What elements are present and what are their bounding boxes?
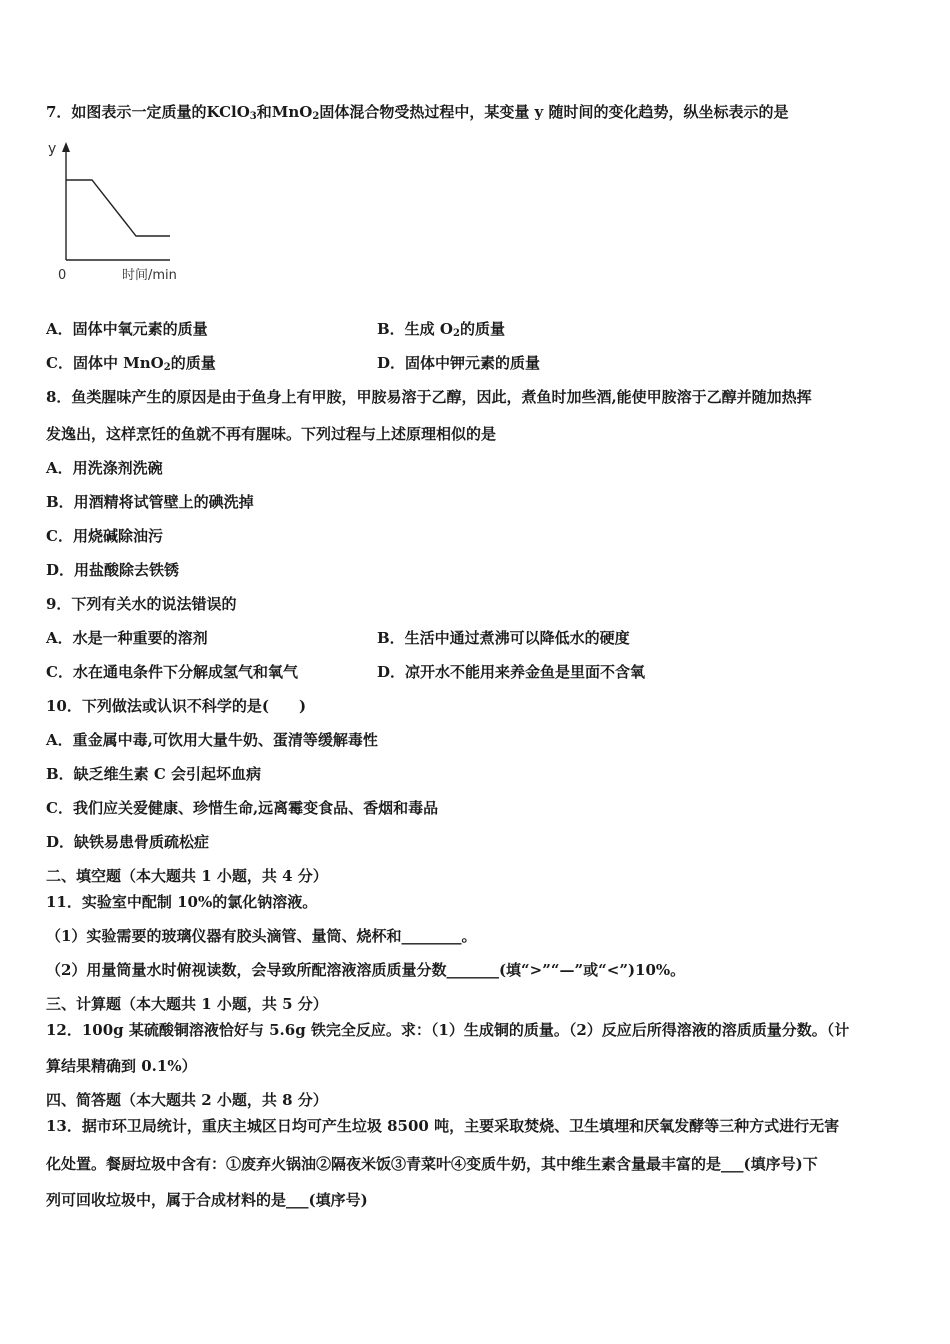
formula-kclo3-sub: 3 [249, 111, 257, 122]
q9-option-a: A．水是一种重要的溶剂 [46, 629, 208, 647]
q7-option-b-sub: 2 [452, 328, 460, 339]
q7-option-d: D．固体中钾元素的质量 [377, 354, 541, 372]
q7-stem [46, 102, 789, 122]
q9-option-d: D．凉开水不能用来养金鱼是里面不含氧 [377, 663, 646, 681]
q8-option-c: C．用烧碱除油污 [46, 527, 163, 545]
q7-option-c-post: 的质量 [170, 354, 216, 372]
q10-option-b: B．缺乏维生素 C 会引起坏血病 [46, 765, 262, 783]
graph-y-arrow [62, 142, 70, 152]
q7-option-a: A．固体中氧元素的质量 [46, 320, 208, 338]
q10-option-d: D．缺铁易患骨质疏松症 [46, 833, 210, 851]
q7-option-b-pre: B．生成 O [377, 320, 453, 338]
graph-x-label: 时间/min [122, 268, 177, 283]
q10-option-c: C．我们应关爱健康、珍惜生命,远离霉变食品、香烟和毒品 [46, 799, 439, 817]
q7-stem-pre: 7．如图表示一定质量的 [46, 103, 207, 121]
section2-heading: 二、填空题（本大题共 1 小题，共 4 分） [46, 867, 328, 885]
graph-curve [66, 180, 170, 236]
q9-option-b: B．生活中通过煮沸可以降低水的硬度 [377, 629, 630, 647]
q7-graph [40, 138, 210, 288]
q8-option-a: A．用洗涤剂洗碗 [46, 459, 163, 477]
graph-origin-label: 0 [58, 268, 67, 283]
q11-stem: 11．实验室中配制 10%的氯化钠溶液。 [46, 893, 318, 911]
q13-line2: 化处置。餐厨垃圾中含有：①废弃火锅油②隔夜米饭③青菜叶④变质牛奶，其中维生素含量最丰富的是___(填序号)下 [46, 1155, 818, 1173]
formula-mno2-sub: 2 [312, 111, 320, 122]
section4-heading: 四、简答题（本大题共 2 小题，共 8 分） [46, 1091, 328, 1109]
q9-stem: 9．下列有关水的说法错误的 [46, 595, 237, 613]
q8-stem-line1: 8．鱼类腥味产生的原因是由于鱼身上有甲胺，甲胺易溶于乙醇，因此，煮鱼时加些酒,能使甲胺溶于乙醇并随加热挥 [46, 388, 812, 406]
formula-kclo3: KClO [206, 103, 250, 121]
formula-mno2: MnO [271, 103, 313, 121]
q7-option-b [377, 319, 505, 339]
q10-stem: 10．下列做法或认识不科学的是( ) [46, 697, 307, 715]
q10-option-a: A．重金属中毒,可饮用大量牛奶、蛋清等缓解毒性 [46, 731, 378, 749]
q9-option-c: C．水在通电条件下分解成氢气和氧气 [46, 663, 298, 681]
q7-option-c-sub: 2 [163, 362, 171, 373]
q12-line2: 算结果精确到 0.1%） [46, 1057, 197, 1075]
q7-stem-post: 固体混合物受热过程中，某变量 y 随时间的变化趋势，纵坐标表示的是 [319, 103, 789, 121]
q11-part2: （2）用量筒量水时俯视读数，会导致所配溶液溶质质量分数_______(填“>”“—”或“<”)10%。 [46, 961, 686, 979]
q13-line1: 13．据市环卫局统计，重庆主城区日均可产生垃圾 8500 吨，主要采取焚烧、卫生填埋和厌氧发酵等三种方式进行无害 [46, 1117, 840, 1135]
graph-y-label: y [48, 141, 57, 157]
q8-option-b: B．用酒精将试管壁上的碘洗掉 [46, 493, 254, 511]
q7-option-b-post: 的质量 [459, 320, 505, 338]
q7-option-c [46, 353, 216, 373]
section3-heading: 三、计算题（本大题共 1 小题，共 5 分） [46, 995, 328, 1013]
q13-line3: 列可回收垃圾中，属于合成材料的是___(填序号) [46, 1191, 368, 1209]
q7-and: 和 [256, 103, 272, 121]
q8-stem-line2: 发逸出，这样烹饪的鱼就不再有腥味。下列过程与上述原理相似的是 [46, 425, 497, 443]
q11-part1: （1）实验需要的玻璃仪器有胶头滴管、量筒、烧杯和________。 [46, 927, 477, 945]
q7-option-c-pre: C．固体中 MnO [46, 354, 164, 372]
q12-line1: 12．100g 某硫酸铜溶液恰好与 5.6g 铁完全反应。求：（1）生成铜的质量。（2）反应后所得溶液的溶质质量分数。（计 [46, 1021, 850, 1039]
q8-option-d: D．用盐酸除去铁锈 [46, 561, 180, 579]
